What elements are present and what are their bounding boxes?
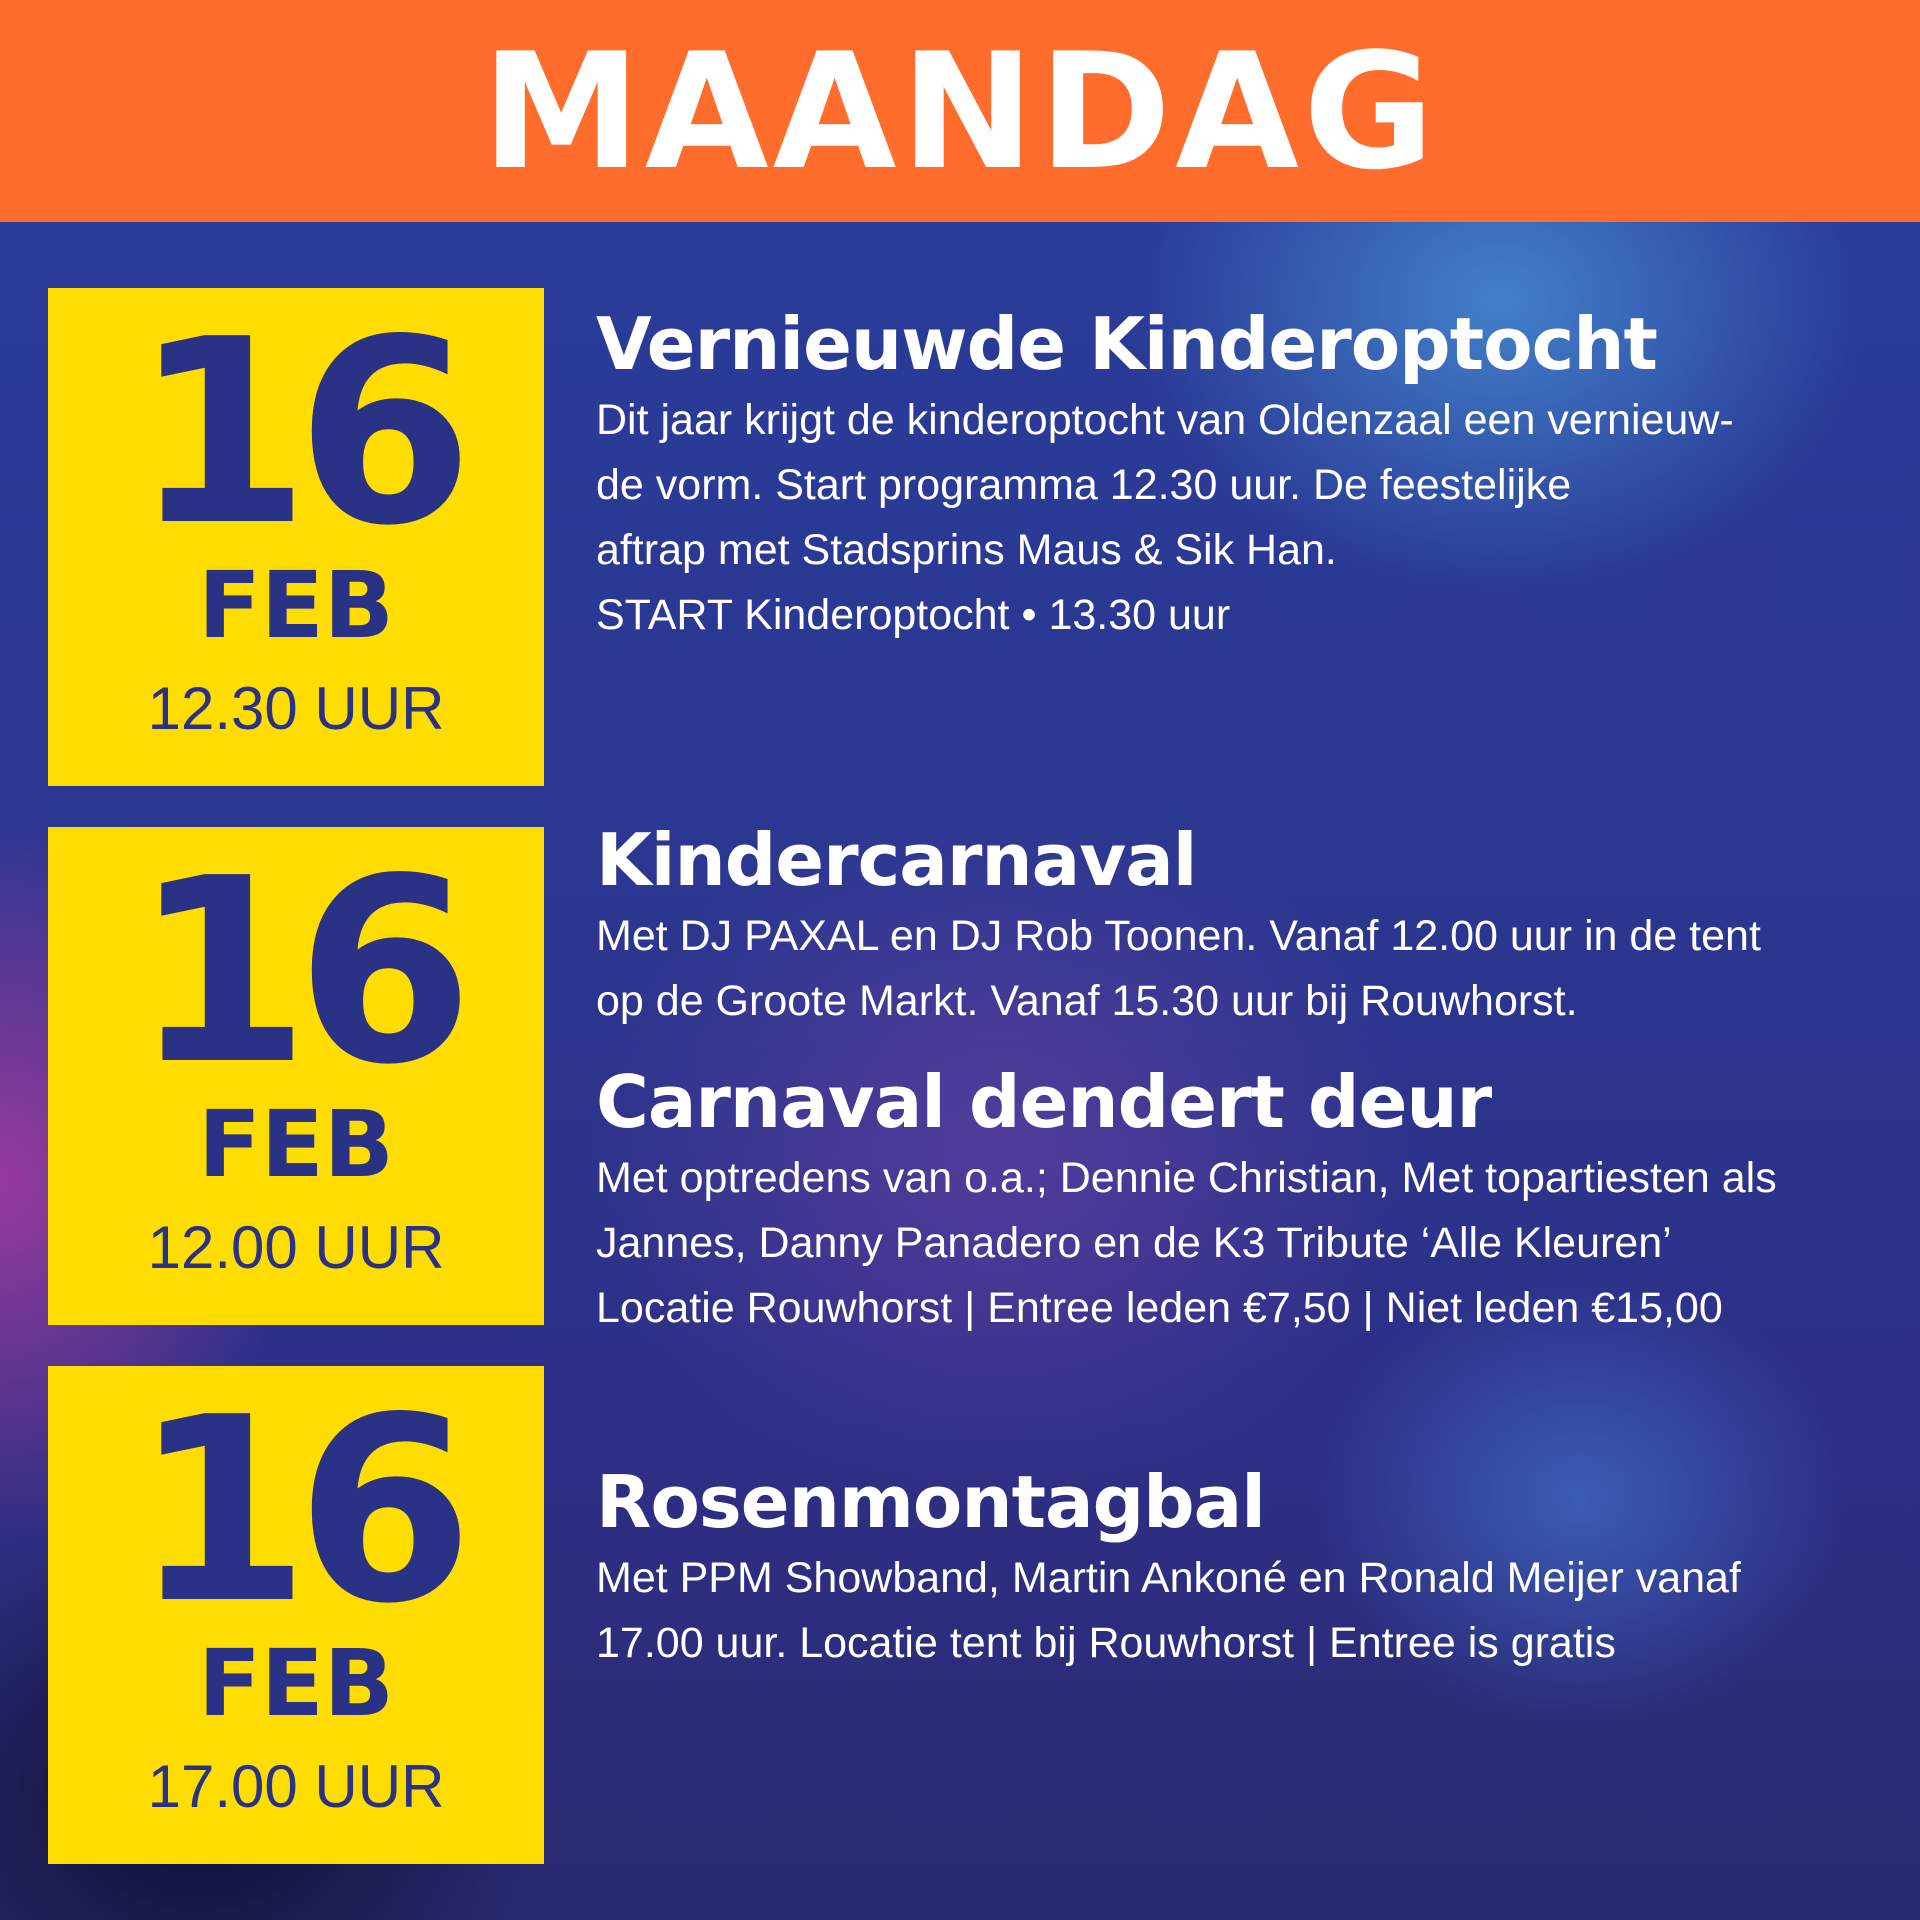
date-month: FEB [198, 1091, 394, 1198]
event-title: Carnaval dendert deur [596, 1060, 1492, 1144]
event-line: Met optredens van o.a.; Dennie Christian, Met topartiesten als [596, 1154, 1777, 1202]
page-title: MAANDAG [481, 17, 1439, 205]
event-line: Jannes, Danny Panadero en de K3 Tribute ‘Alle Kleuren’ [596, 1219, 1672, 1267]
date-box-2 [48, 824, 544, 1325]
event-line: Locatie Rouwhorst | Entree leden €7,50 | Niet leden €15,00 [596, 1284, 1723, 1332]
event-line: Met PPM Showband, Martin Ankoné en Ronald Meijer vanaf [596, 1554, 1741, 1602]
date-month: FEB [198, 552, 394, 659]
date-time: 12.00 UUR [147, 1214, 445, 1281]
event-line: Met DJ PAXAL en DJ Rob Toonen. Vanaf 12.00 uur in de tent [596, 912, 1761, 960]
date-time: 17.00 UUR [147, 1753, 445, 1820]
date-time: 12.30 UUR [147, 675, 445, 742]
event-line: Dit jaar krijgt de kinderoptocht van Oldenzaal een vernieuw- [596, 396, 1734, 444]
event-description [596, 388, 1896, 648]
event-description [596, 1146, 1896, 1341]
event-description [596, 904, 1896, 1034]
event-title: Rosenmontagbal [596, 1460, 1265, 1544]
date-month: FEB [198, 1630, 394, 1737]
event-kindercarnaval [596, 816, 1896, 1034]
header-banner [0, 0, 1920, 222]
event-carnaval-dendert-deur [596, 1058, 1896, 1341]
event-line: de vorm. Start programma 12.30 uur. De feestelijke [596, 461, 1572, 509]
event-title: Vernieuwde Kinderoptocht [596, 302, 1657, 386]
event-description [596, 1546, 1896, 1676]
date-box-1 [48, 285, 544, 786]
date-day: 16 [132, 285, 460, 582]
event-title: Kindercarnaval [596, 818, 1197, 902]
event-line: op de Groote Markt. Vanaf 15.30 uur bij Rouwhorst. [596, 977, 1578, 1025]
date-day: 16 [132, 824, 460, 1121]
event-line: START Kinderoptocht • 13.30 uur [596, 591, 1231, 639]
date-box-3 [48, 1363, 544, 1864]
event-kinderoptocht [596, 300, 1896, 648]
event-line: 17.00 uur. Locatie tent bij Rouwhorst | Entree is gratis [596, 1619, 1616, 1667]
date-day: 16 [132, 1363, 460, 1660]
event-rosenmontagbal [596, 1458, 1896, 1676]
event-line: aftrap met Stadsprins Maus & Sik Han. [596, 526, 1337, 574]
